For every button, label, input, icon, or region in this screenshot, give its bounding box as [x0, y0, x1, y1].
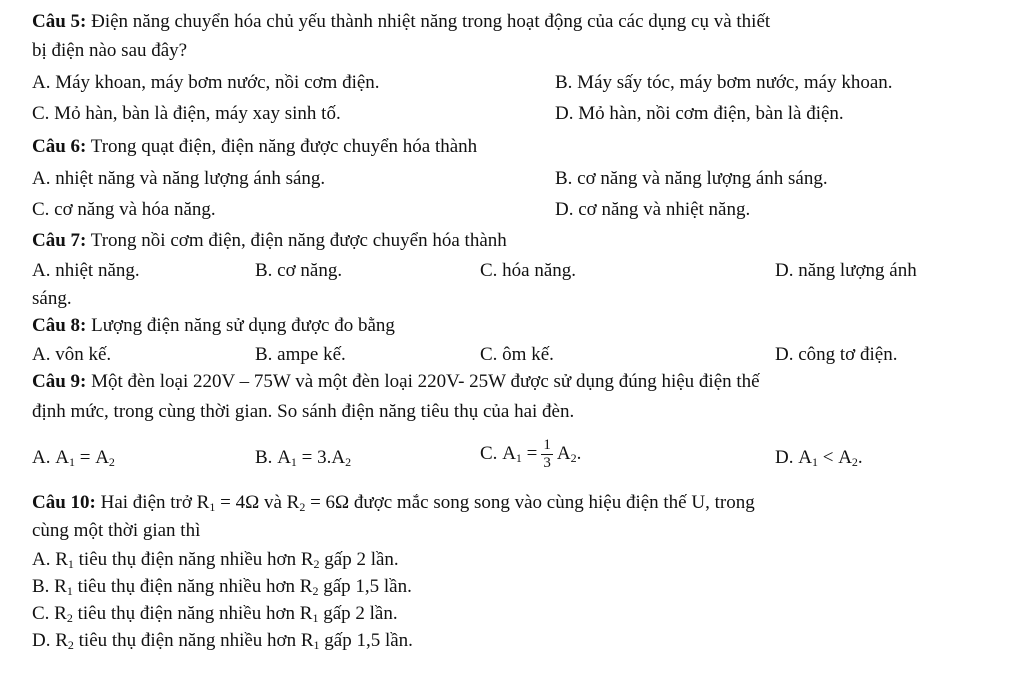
question-5-option-c: C. Mỏ hàn, bàn là điện, máy xay sinh tố.: [32, 103, 341, 124]
question-7-stem: [32, 231, 507, 250]
question-9-text: Một đèn loại 220V – 75W và một đèn loại 220V- 25W được sử dụng đúng hiệu điện thế: [91, 371, 760, 392]
question-9-option-b: B. $A_1 = 3.A_2$: [255, 447, 352, 469]
question-10-option-b: B. $R_1$ tiêu thụ điện năng nhiều hơn $R_2$ gấp 1,5 lần.: [32, 576, 412, 598]
question-8-option-d: D. công tơ điện.: [775, 344, 898, 365]
question-5-option-d: D. Mỏ hàn, nồi cơm điện, bàn là điện.: [555, 103, 844, 124]
question-7-option-c: C. hóa năng.: [480, 260, 577, 281]
question-9-option-d: D. $A_1 < A_2$.: [775, 447, 863, 469]
question-9-option-c: C. $A_1$ = $\frac{1}{3}$ $A_2$.: [480, 437, 582, 471]
question-6-option-b: B. cơ năng và năng lượng ánh sáng.: [555, 168, 828, 189]
question-7-option-d-cont: sáng.: [32, 288, 72, 309]
question-8-option-a: A. vôn kế.: [32, 344, 112, 365]
question-6-option-c: C. cơ năng và hóa năng.: [32, 199, 216, 220]
question-7-option-a: A. nhiệt năng.: [32, 260, 140, 281]
fraction-one-third: $\frac{1}{3}$: [543, 437, 551, 471]
question-10-label: Câu 10:: [32, 492, 96, 513]
question-7-label: Câu 7:: [32, 230, 87, 251]
question-7-option-d: D. năng lượng ánh: [775, 260, 917, 281]
question-5-text: Điện năng chuyển hóa chủ yếu thành nhiệt năng trong hoạt động của các dụng cụ và thiết: [91, 11, 771, 32]
question-7-option-b: B. cơ năng.: [255, 260, 343, 281]
question-5-stem: [32, 12, 770, 31]
question-5-option-b: B. Máy sấy tóc, máy bơm nước, máy khoan.: [555, 72, 893, 93]
question-8-option-c: C. ôm kế.: [480, 344, 554, 365]
question-8-stem: [32, 316, 395, 335]
question-6-text: Trong quạt điện, điện năng được chuyển hóa thành: [90, 136, 478, 157]
question-9-option-a: A. $A_1 = A_2$: [32, 447, 115, 469]
question-6-stem: [32, 137, 477, 156]
question-8-text: Lượng điện năng sử dụng được đo bằng: [91, 315, 395, 336]
question-10-option-c: C. $R_2$ tiêu thụ điện năng nhiều hơn $R_1$ gấp 2 lần.: [32, 603, 398, 625]
question-5-option-a: A. Máy khoan, máy bơm nước, nồi cơm điện.: [32, 72, 380, 93]
question-10-stem: Câu 10: Hai điện trở $R_1 = 4\Omega$ và $R_2 = 6\Omega$ được mắc song song vào cùng hiệu điện thế U, trong: [32, 492, 755, 514]
question-10-option-d: D. $R_2$ tiêu thụ điện năng nhiều hơn $R_1$ gấp 1,5 lần.: [32, 630, 413, 652]
question-8-option-b: B. ampe kế.: [255, 344, 346, 365]
question-6-option-a: A. nhiệt năng và năng lượng ánh sáng.: [32, 168, 326, 189]
question-10-option-a: A. $R_1$ tiêu thụ điện năng nhiều hơn $R_2$ gấp 2 lần.: [32, 549, 399, 571]
question-9-label: Câu 9:: [32, 371, 87, 392]
question-7-text: Trong nồi cơm điện, điện năng được chuyển hóa thành: [90, 230, 507, 251]
question-6-label: Câu 6:: [32, 136, 87, 157]
question-10-stem-cont: cùng một thời gian thì: [32, 520, 201, 541]
question-5-label: Câu 5:: [32, 11, 87, 32]
question-9-stem-cont: định mức, trong cùng thời gian. So sánh điện năng tiêu thụ của hai đèn.: [32, 401, 575, 422]
question-9-stem: [32, 372, 760, 391]
question-5-stem-cont: bị điện nào sau đây?: [32, 40, 188, 61]
question-8-label: Câu 8:: [32, 315, 87, 336]
question-6-option-d: D. cơ năng và nhiệt năng.: [555, 199, 751, 220]
